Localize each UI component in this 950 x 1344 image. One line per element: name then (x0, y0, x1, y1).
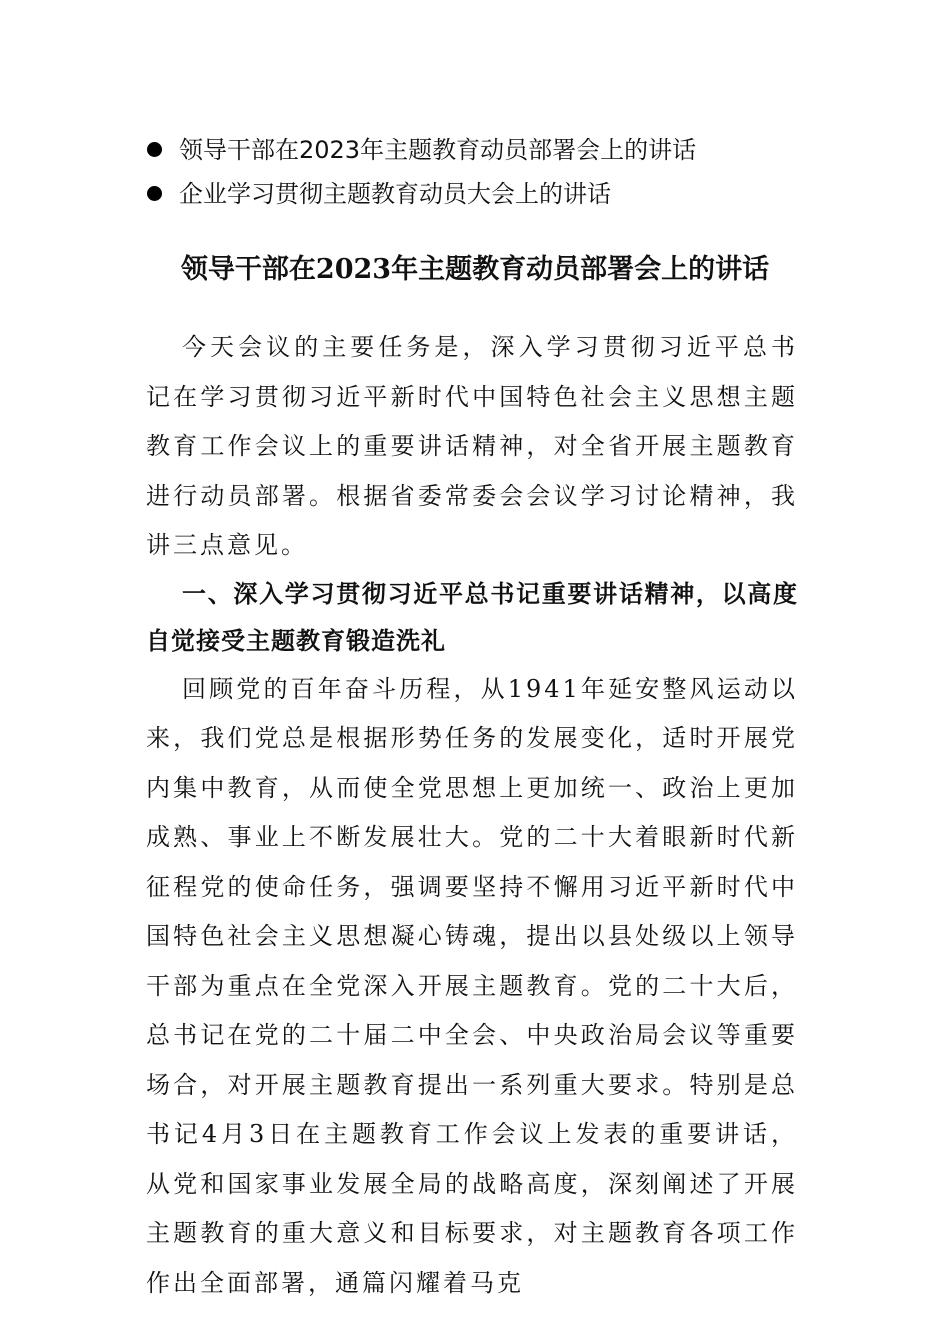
toc-item-label: 企业学习贯彻主题教育动员大会上的讲话 (179, 180, 611, 208)
toc-item (143, 172, 843, 216)
document-title: 领导干部在2023年主题教育动员部署会上的讲话 (180, 254, 770, 285)
paragraph-intro: 今天会议的主要任务是，深入学习贯彻习近平总书记在学习贯彻习近平新时代中国特色社会主义思想主题教育工作会议上的重要讲话精神，对全省开展主题教育进行动员部署。根据省委常委会会议学习讨论精神，我讲三点意见。 (146, 333, 798, 559)
bullet-icon (147, 142, 162, 157)
bullet-icon (147, 186, 162, 201)
section-heading: 一、深入学习贯彻习近平总书记重要讲话精神，以高度自觉接受主题教育锻造洗礼 (146, 579, 798, 655)
document-body (146, 323, 798, 1308)
toc-item (143, 128, 843, 172)
toc-item-label: 领导干部在2023年主题教育动员部署会上的讲话 (179, 136, 697, 164)
table-of-contents (143, 128, 843, 216)
paragraph-review: 回顾党的百年奋斗历程，从1941年延安整风运动以来，我们党总是根据形势任务的发展变化，适时开展党内集中教育，从而使全党思想上更加统一、政治上更加成熟、事业上不断发展壮大。党的二十大着眼新时代新征程党的使命任务，强调要坚持不懈用习近平新时代中国特色社会主义思想凝心铸魂，提出以县处级以上领导干部为重点在全党深入开展主题教育。党的二十大后，总书记在党的二十届二中全会、中央政治局会议等重要场合，对开展主题教育提出一系列重大要求。特别是总书记4月3日在主题教育工作会议上发表的重要讲话，从党和国家事业发展全局的战略高度，深刻阐述了开展主题教育的重大意义和目标要求，对主题教育各项工作作出全面部署，通篇闪耀着马克 (146, 674, 798, 1297)
